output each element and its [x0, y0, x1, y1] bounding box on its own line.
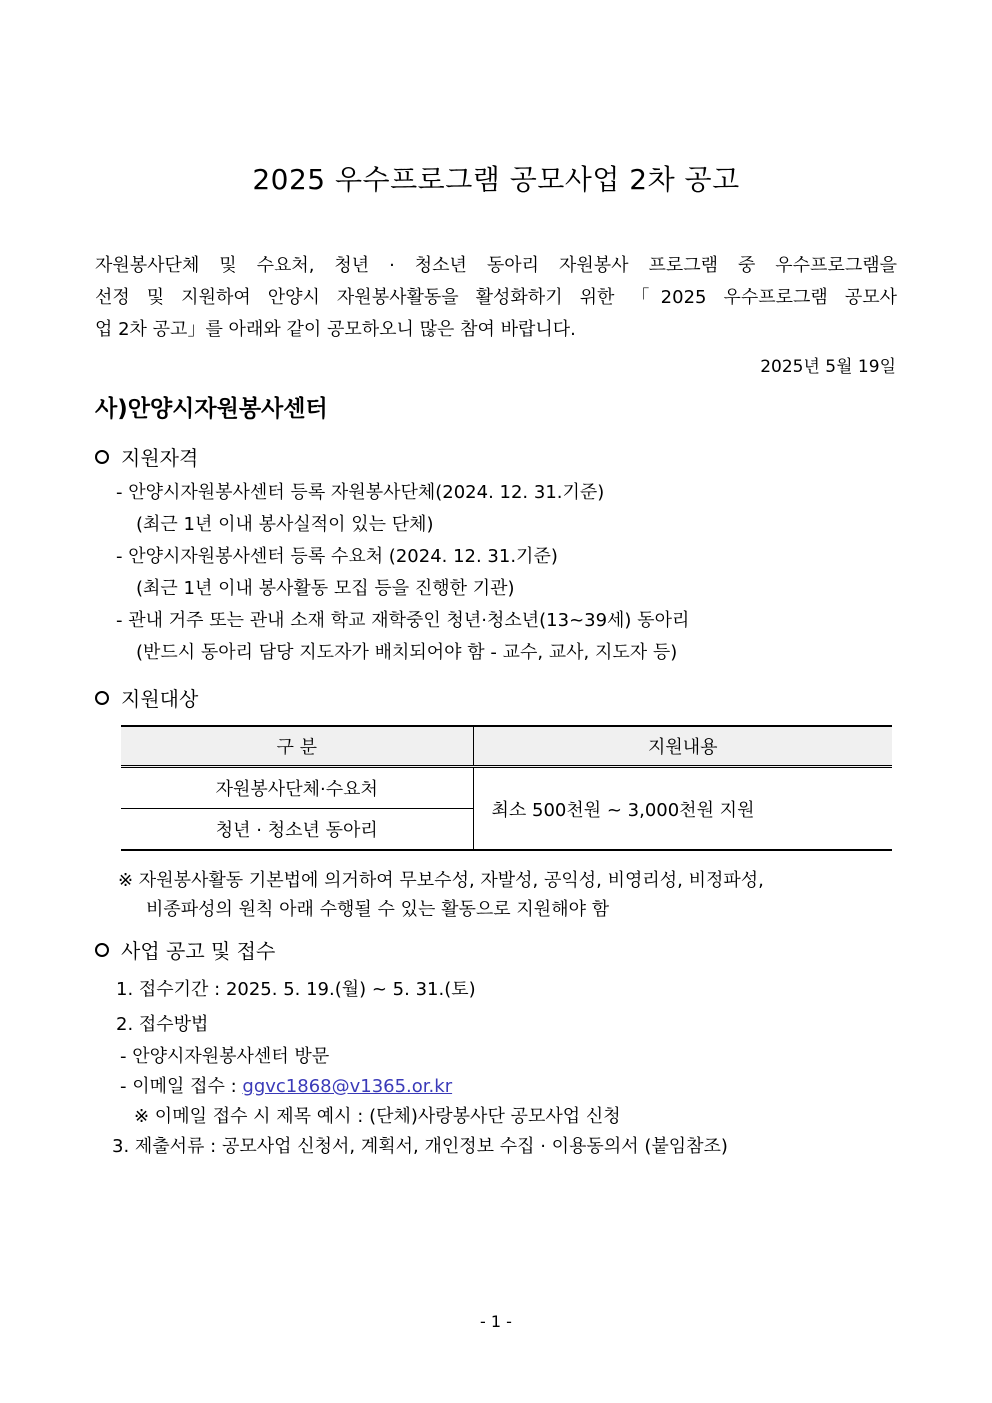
table-cell-support-content: 최소 500천원 ~ 3,000천원 지원 [473, 767, 892, 851]
eligibility-line-4: (최근 1년 이내 봉사활동 모집 등을 진행한 기관) [136, 578, 515, 599]
submission-method-heading: 2. 접수방법 [116, 1014, 209, 1035]
email-link[interactable]: ggvc1868@v1365.or.kr [242, 1076, 453, 1097]
targets-note-line-1: ※ 자원봉사활동 기본법에 의거하여 무보수성, 자발성, 공익성, 비영리성, 비정파성, [118, 870, 764, 891]
table-header-category: 구 분 [121, 726, 473, 767]
submission-method-visit: - 안양시자원봉사센터 방문 [120, 1046, 330, 1067]
announcement-date: 2025년 5월 19일 [760, 357, 896, 377]
intro-line-1: 자원봉사단체 및 수요처, 청년 · 청소년 동아리 자원봉사 프로그램 중 우수프로그램을 [95, 255, 897, 276]
circle-bullet-icon [95, 691, 109, 705]
circle-bullet-icon [95, 450, 109, 464]
table-header-content: 지원내용 [473, 726, 892, 767]
table-cell-category-2: 청년 · 청소년 동아리 [121, 809, 473, 851]
submission-method-email [120, 1072, 452, 1098]
eligibility-line-2: (최근 1년 이내 봉사실적이 있는 단체) [136, 514, 434, 535]
section-targets [95, 683, 198, 712]
submission-documents: 3. 제출서류 : 공모사업 신청서, 계획서, 개인정보 수집 · 이용동의서 (붙임참조) [112, 1136, 728, 1157]
eligibility-line-5: - 관내 거주 또는 관내 소재 학교 재학중인 청년·청소년(13~39세) 동아리 [116, 610, 690, 631]
section-submission [95, 935, 275, 964]
section-targets-heading: 지원대상 [121, 687, 199, 711]
support-table [121, 725, 892, 851]
submission-period: 1. 접수기간 : 2025. 5. 19.(월) ~ 5. 31.(토) [116, 979, 476, 1000]
section-submission-heading: 사업 공고 및 접수 [121, 939, 276, 963]
organization-name: 사)안양시자원봉사센터 [95, 396, 328, 422]
eligibility-line-1: - 안양시자원봉사센터 등록 자원봉사단체(2024. 12. 31.기준) [116, 482, 605, 503]
circle-bullet-icon [95, 943, 109, 957]
intro-line-2: 선정 및 지원하여 안양시 자원봉사활동을 활성화하기 위한 「2025 우수프로그램 공모사 [95, 287, 897, 308]
email-subject-note: ※ 이메일 접수 시 제목 예시 : (단체)사랑봉사단 공모사업 신청 [134, 1106, 621, 1127]
eligibility-line-6: (반드시 동아리 담당 지도자가 배치되어야 함 - 교수, 교사, 지도자 등) [136, 642, 678, 663]
intro-line-3: 업 2차 공고」를 아래와 같이 공모하오니 많은 참여 바랍니다. [95, 319, 576, 340]
targets-note-line-2: 비종파성의 원칙 아래 수행될 수 있는 활동으로 지원해야 함 [146, 899, 610, 920]
page-title: 2025 우수프로그램 공모사업 2차 공고 [252, 163, 740, 196]
eligibility-line-3: - 안양시자원봉사센터 등록 수요처 (2024. 12. 31.기준) [116, 546, 558, 567]
section-eligibility [95, 442, 198, 471]
page-number: - 1 - [480, 1312, 512, 1331]
section-eligibility-heading: 지원자격 [121, 446, 199, 470]
table-cell-category-1: 자원봉사단체·수요처 [121, 767, 473, 809]
email-label: - 이메일 접수 : [120, 1076, 243, 1097]
